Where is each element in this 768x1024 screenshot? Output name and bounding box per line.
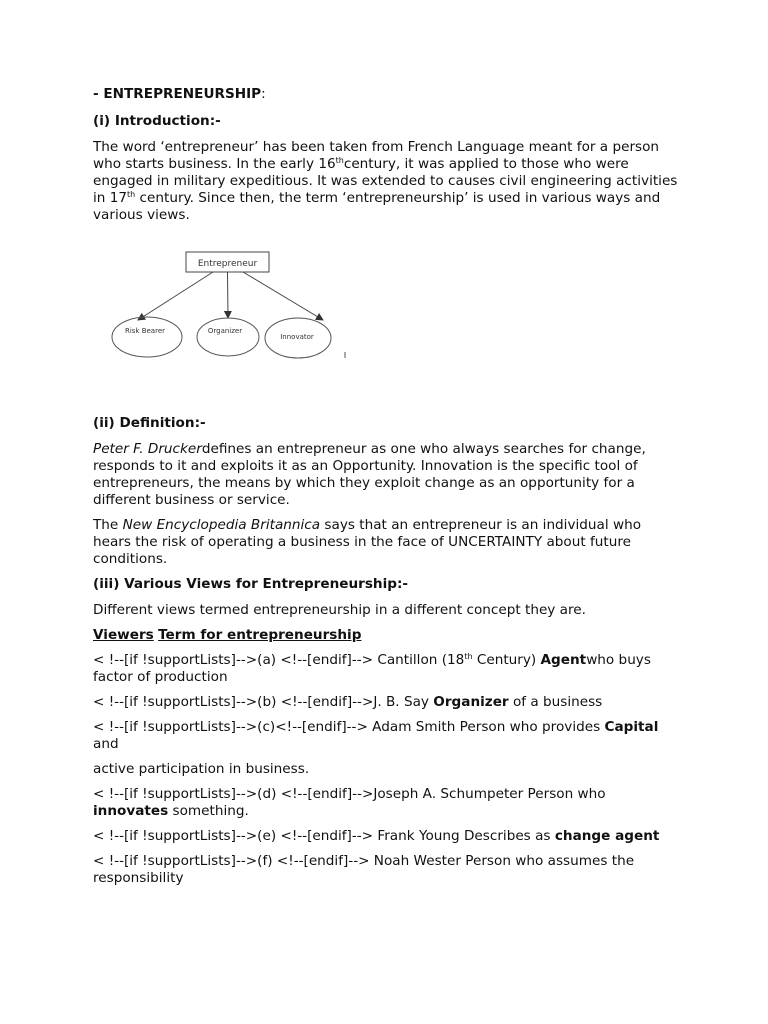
definition-title-text: (ii) Definition:- — [93, 415, 206, 431]
intro-sup-2: th — [127, 190, 136, 199]
main-heading-text: - ENTREPRENEURSHIP — [93, 86, 262, 102]
diagram-node-risk-bearer — [112, 317, 182, 357]
intro-title — [93, 113, 683, 130]
view-item-f: < !--[if !supportLists]-->(f) <!--[endif]--> Noah Wester Person who assumes the responsibility — [93, 853, 635, 886]
intro-paragraph — [93, 139, 683, 224]
definition-paragraph-1 — [93, 441, 683, 509]
diagram-arrow-left — [138, 272, 213, 320]
main-heading — [93, 86, 683, 103]
views-intro: Different views termed entrepreneurship in a different concept they are. — [93, 602, 586, 618]
view-e-pre: < !--[if !supportLists]-->(e) <!--[endif]--> Frank Young Describes as — [93, 828, 555, 844]
view-a-pre: < !--[if !supportLists]-->(a) <!--[endif]--> Cantillon (18 — [93, 652, 465, 668]
diagram-node-organizer — [197, 318, 259, 356]
view-a-post: who buys factor of production — [93, 652, 651, 685]
view-c-post: and — [93, 736, 119, 752]
definition-title — [93, 415, 683, 432]
view-e-term: change agent — [554, 828, 660, 844]
views-table-header — [93, 627, 683, 644]
intro-sup-1: th — [335, 156, 344, 165]
intro-text-1: The word ‘entrepreneur’ has been taken from French Language meant for a person who starts business. In the early 16 — [93, 139, 660, 172]
drucker-name: Peter F. Drucker — [93, 441, 202, 457]
intro-text-3: century. Since then, the term ‘entrepreneurship’ is used in various ways and various views. — [93, 190, 661, 223]
drucker-text: defines an entrepreneur as one who always searches for change, responds to it and exploits it as an Opportunity. Innovation is the specific tool of entrepreneurs, the means by which they exploit change as an opportunity for a different business or service. — [93, 441, 646, 508]
view-c-pre: < !--[if !supportLists]-->(c)<!--[endif]--> Adam Smith Person who provides — [93, 719, 605, 735]
view-a-mid: Century) — [472, 652, 541, 668]
diagram-node-label-1: Risk Bearer — [124, 327, 166, 335]
view-d-post: something. — [168, 803, 249, 819]
view-a-term: Agent — [540, 652, 587, 668]
views-title — [93, 576, 683, 593]
view-c-term: Capital — [604, 719, 659, 735]
view-item-c-continued: active participation in business. — [93, 761, 310, 777]
view-d-pre: < !--[if !supportLists]-->(d) <!--[endif]-->Joseph A. Schumpeter Person who — [93, 786, 606, 802]
view-item-e — [93, 828, 683, 845]
britannica-pre: The — [93, 517, 123, 533]
diagram-arrow-right — [243, 272, 323, 320]
view-item-d — [93, 786, 683, 820]
document-page — [93, 86, 683, 895]
diagram-svg — [93, 244, 393, 394]
view-b-term: Organizer — [433, 694, 509, 710]
header-term: Term for entrepreneurship — [158, 627, 362, 643]
diagram-arrow-middle — [228, 272, 229, 318]
intro-text-2: century, it was applied to those who were engaged in military expeditious. It was extended to causes civil engineering activities in 17 — [93, 156, 678, 206]
view-item-a — [93, 652, 683, 686]
britannica-text: says that an entrepreneur is an individual who hears the risk of operating a business in the face of UNCERTAINTY about future conditions. — [93, 517, 642, 567]
views-title-text: (iii) Various Views for Entrepreneurship:- — [93, 576, 409, 592]
entrepreneur-diagram — [93, 244, 393, 394]
view-b-pre: < !--[if !supportLists]-->(b) <!--[endif]-->J. B. Say — [93, 694, 434, 710]
view-item-c — [93, 719, 683, 753]
britannica-source: New Encyclopedia Britannica — [122, 517, 321, 533]
header-viewers: Viewers — [93, 627, 154, 643]
view-item-b — [93, 694, 683, 711]
intro-title-text: (i) Introduction:- — [93, 113, 221, 129]
diagram-node-label-2: Organizer — [207, 327, 243, 335]
main-heading-colon: : — [261, 86, 266, 102]
definition-paragraph-2 — [93, 517, 683, 568]
view-a-sup: th — [464, 652, 473, 661]
diagram-root-label: Entrepreneur — [197, 259, 258, 269]
diagram-node-label-3: Innovator — [280, 333, 314, 341]
view-b-post: of a business — [508, 694, 603, 710]
view-d-term: innovates — [93, 803, 169, 819]
